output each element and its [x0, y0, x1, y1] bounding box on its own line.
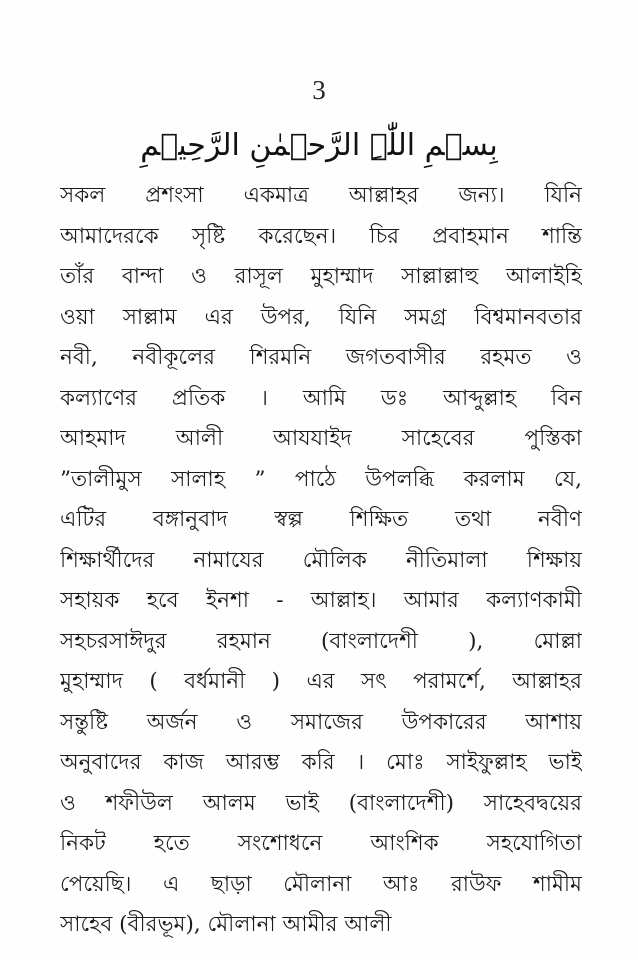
text-line: মুহাম্মাদ ( বর্ধমানী ) এর সৎ পরামর্শে, আল্লাহর — [60, 669, 582, 694]
text-line: কল্যাণের প্রতিক । আমি ডঃ আব্দুল্লাহ বিন — [60, 385, 582, 411]
text-line: ও শফীউল আলম ভাই (বাংলাদেশী) সাহেবদ্বয়ের — [60, 790, 582, 816]
text-line: এটির বঙ্গানুবাদ স্বল্প শিক্ষিত তথা নবীণ — [60, 507, 582, 532]
body-paragraph — [60, 176, 582, 946]
text-line: অনুবাদের কাজ আরম্ভ করি । মোঃ সাইফুল্লাহ ভাই — [60, 750, 582, 775]
text-line: নিকট হতে সংশোধনে আংশিক সহযোগিতা — [60, 831, 582, 856]
text-line: ওয়া সাল্লাম এর উপর, যিনি সমগ্র বিশ্বমানবতার — [60, 304, 582, 330]
text-line: সহায়ক হবে ইনশা - আল্লাহ। আমার কল্যাণকামী — [60, 588, 582, 613]
text-line: সাহেব (বীরভূম), মৌলানা আমীর আলী — [60, 912, 392, 937]
text-line: নবী, নবীকূলের শিরমনি জগতবাসীর রহমত ও — [60, 345, 582, 370]
text-line: আহমাদ আলী আযযাইদ সাহেবের পুস্তিকা — [60, 426, 582, 451]
basmala-heading: بِسۡمِ اللّٰہِ الرَّحۡمٰنِ الرَّحِیۡمِ — [140, 128, 498, 163]
text-line: সন্তুষ্টি অর্জন ও সমাজের উপকারের আশায় — [60, 709, 582, 735]
page-number: 3 — [312, 75, 326, 105]
text-line: তাঁর বান্দা ও রাসূল মুহাম্মাদ সাল্লাল্লাহু আলাইহি — [60, 264, 582, 289]
text-line: পেয়েছি। এ ছাড়া মৌলানা আঃ রাউফ শামীম — [60, 871, 582, 897]
text-line: শিক্ষার্থীদের নামাযের মৌলিক নীতিমালা শিক্ষায় — [60, 547, 582, 573]
text-line: আমাদেরকে সৃষ্টি করেছেন। চির প্রবাহমান শান্তি — [60, 223, 582, 249]
text-line: সকল প্রশংসা একমাত্র আল্লাহর জন্য। যিনি — [60, 183, 582, 208]
text-line: ”তালীমুস সালাহ ” পাঠে উপলব্ধি করলাম যে, — [60, 466, 582, 492]
text-line: সহচরসাঈদুর রহমান (বাংলাদেশী ), মোল্লা — [60, 628, 582, 654]
